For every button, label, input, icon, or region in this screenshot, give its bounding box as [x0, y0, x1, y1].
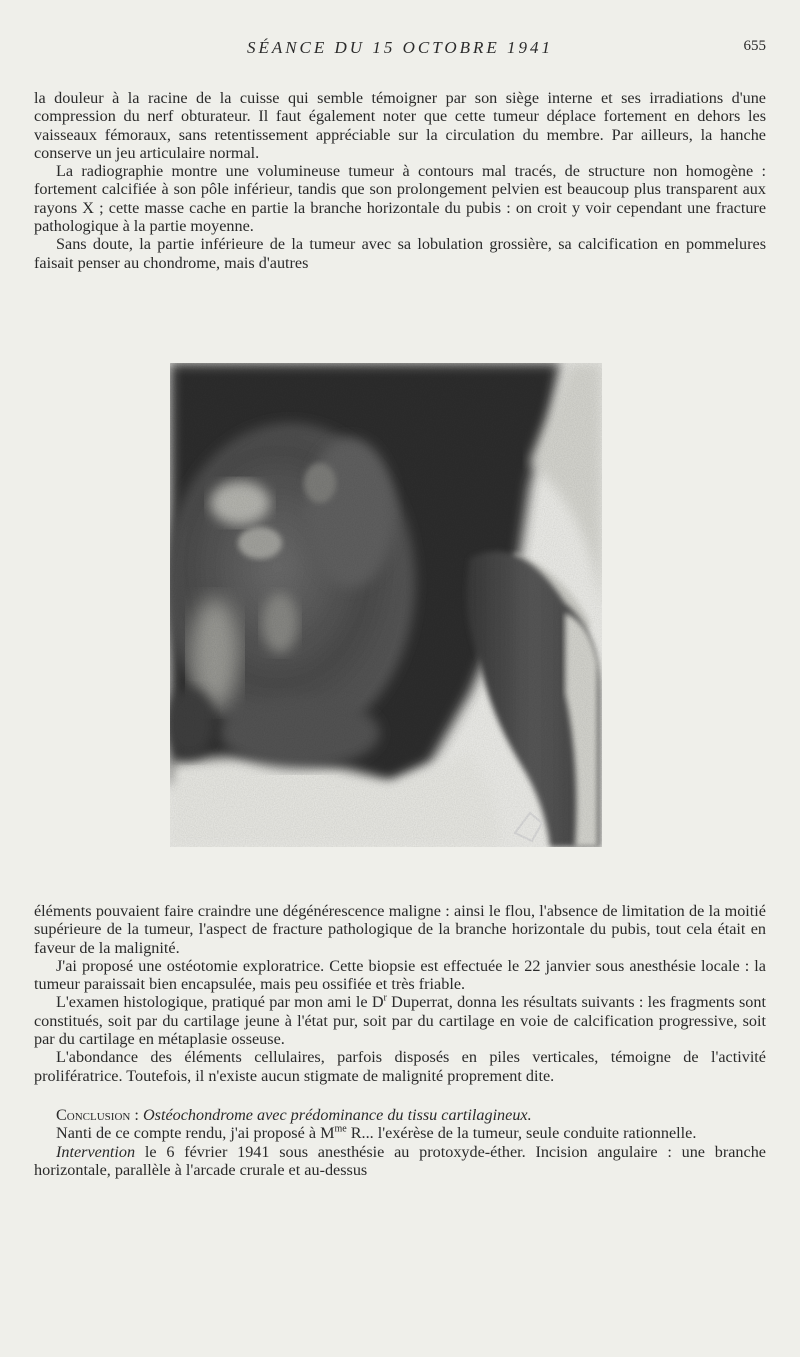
intervention-label: Intervention — [56, 1142, 136, 1161]
page-header — [0, 38, 800, 62]
paragraph: éléments pouvaient faire craindre une dégénérescence maligne : ainsi le flou, l'absence de limitation de la moitié supérieure de la tumeur, l'aspect de fracture pathologique de la branche horizontale du pubis, tout cela était en faveur de la malignité. — [34, 902, 766, 957]
superscript: r — [383, 993, 387, 1005]
text-block-bottom — [34, 902, 766, 1179]
paragraph: J'ai proposé une ostéotomie exploratrice. Cette biopsie est effectuée le 22 janvier sous anesthésie locale : la tumeur paraissait bien encapsulée, mais peu ossifiée et très friable. — [34, 956, 766, 994]
histology-text-start: L'examen histologique, pratiqué par mon ami le D — [56, 993, 384, 1012]
histology-text-end: Duperrat, donna les résultats suivants : les fragments sont constitués, soit par du cartilage jeune à l'état pur, soit par du cartilage en voie de calcification progressive, soit par du cartilage en métaplasie osseuse. — [34, 993, 766, 1049]
paragraph — [34, 1124, 766, 1142]
paragraph: Sans doute, la partie inférieure de la tumeur avec sa lobulation grossière, sa calcification en pommelures faisait penser au chondrome, mais d'autres — [34, 235, 766, 272]
paragraph: la douleur à la racine de la cuisse qui semble témoigner par son siège interne et ses irradiations d'une compression du nerf obturateur. Il faut également noter que cette tumeur déplace fortement en dehors les vaisseaux fémoraux, sans retentissement appréciable sur la circulation du membre. Par ailleurs, la hanche conserve un jeu articulaire normal. — [34, 89, 766, 162]
text-block-top — [34, 89, 766, 272]
paragraph: L'abondance des éléments cellulaires, parfois disposés en piles verticales, témoigne de l'activité prolifératrice. Toutefois, il n'existe aucun stigmate de malignité proprement dite. — [34, 1048, 766, 1085]
conclusion-paragraph — [34, 1106, 766, 1124]
intervention-paragraph — [34, 1143, 766, 1180]
intervention-text: le 6 février 1941 sous anesthésie au protoxyde-éther. Incision angulaire : une branche horizontale, parallèle à l'arcade crurale et au-dessus — [34, 1142, 766, 1179]
superscript: me — [334, 1123, 347, 1135]
radiograph-figure — [170, 363, 602, 847]
conclusion-label: Conclusion : — [56, 1105, 139, 1124]
paragraph — [34, 993, 766, 1048]
running-title: SÉANCE DU 15 OCTOBRE 1941 — [246, 38, 554, 57]
page-number: 655 — [743, 38, 766, 54]
paragraph: La radiographie montre une volumineuse tumeur à contours mal tracés, de structure non homogène : fortement calcifiée à son pôle inférieur, tandis que son prolongement pelvien est beaucoup plus transparent aux rayons X ; cette masse cache en partie la branche horizontale du pubis : on croit y voir cependant une fracture pathologique à la partie moyenne. — [34, 162, 766, 236]
conclusion-text: Ostéochondrome avec prédominance du tissu cartilagineux. — [142, 1105, 532, 1124]
radiograph-image — [170, 363, 602, 847]
nanti-text-end: R... l'exérèse de la tumeur, seule conduite rationnelle. — [346, 1124, 697, 1143]
nanti-text-start: Nanti de ce compte rendu, j'ai proposé à M — [56, 1124, 335, 1143]
